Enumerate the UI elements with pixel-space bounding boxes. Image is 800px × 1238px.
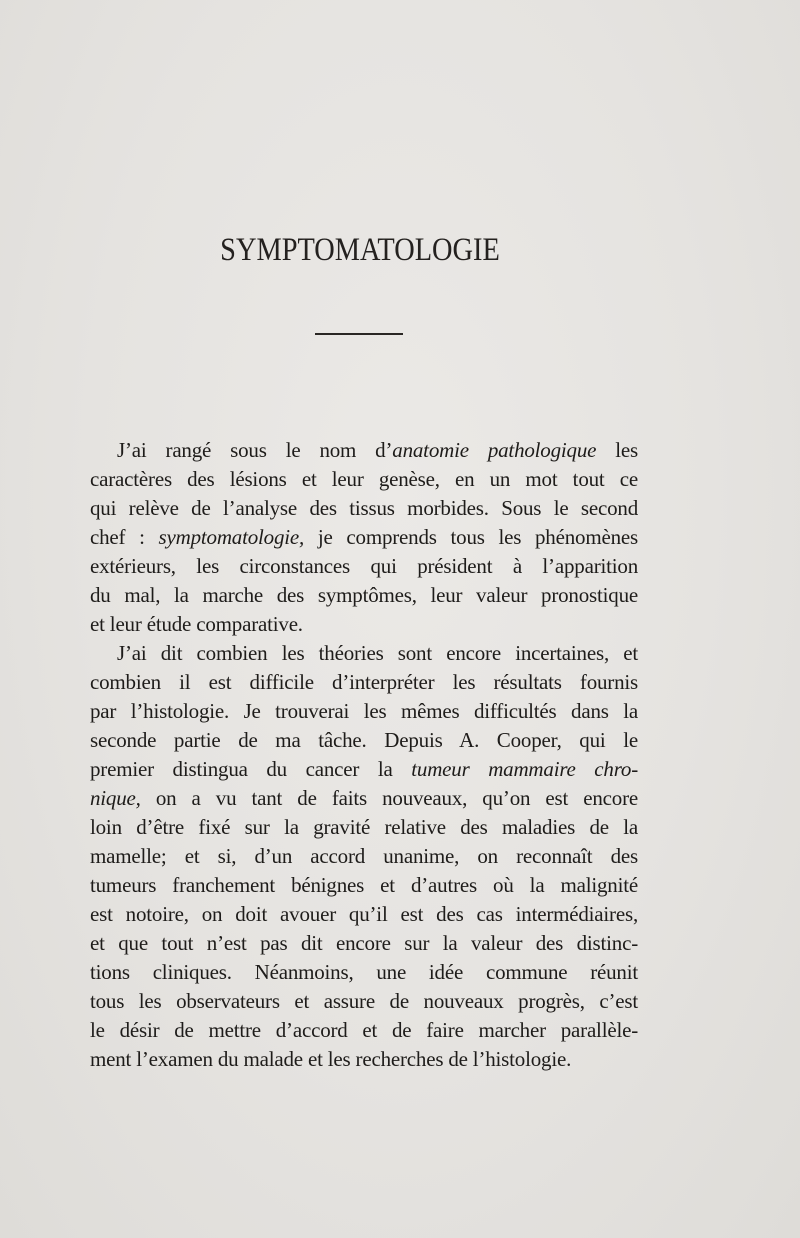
text-line (90, 610, 638, 639)
text-line (90, 755, 638, 784)
text-segment: tous les observateurs et assure de nouveaux progrès, c’est (90, 989, 638, 1013)
text-line (90, 552, 638, 581)
title-divider (315, 333, 403, 335)
text-segment: caractères des lésions et leur genèse, en un mot tout ce (90, 467, 638, 491)
text-segment: est notoire, on doit avouer qu’il est des cas intermédiaires, (90, 902, 638, 926)
text-line (90, 436, 638, 465)
text-segment: par l’histologie. Je trouverai les mêmes difficultés dans la (90, 699, 638, 723)
text-segment: J’ai dit combien les théories sont encore incertaines, et (117, 641, 638, 665)
text-segment: combien il est difficile d’interpréter les résultats fournis (90, 670, 638, 694)
text-line (90, 958, 638, 987)
text-line (90, 784, 638, 813)
text-line (90, 639, 638, 668)
text-line (90, 987, 638, 1016)
italic-text: nique, (90, 786, 141, 810)
text-segment: loin d’être fixé sur la gravité relative des maladies de la (90, 815, 638, 839)
text-line (90, 465, 638, 494)
text-segment: extérieurs, les circonstances qui président à l’apparition (90, 554, 638, 578)
text-segment: et que tout n’est pas dit encore sur la valeur des distinc- (90, 931, 638, 955)
text-segment: chef : (90, 525, 159, 549)
text-line (90, 1045, 638, 1074)
text-line (90, 929, 638, 958)
text-segment: seconde partie de ma tâche. Depuis A. Cooper, qui le (90, 728, 638, 752)
text-segment: les (596, 438, 638, 462)
text-segment: tions cliniques. Néanmoins, une idée commune réunit (90, 960, 638, 984)
text-line (90, 871, 638, 900)
text-segment: tumeurs franchement bénignes et d’autres où la malignité (90, 873, 638, 897)
italic-text: symptomatologie, (158, 525, 305, 549)
text-line (90, 523, 638, 552)
paragraph (90, 639, 638, 1074)
body-text (90, 436, 638, 1074)
text-line (90, 494, 638, 523)
italic-text: anatomie pathologique (392, 438, 597, 462)
chapter-title: SYMPTOMATOLOGIE (220, 232, 500, 268)
text-line (90, 581, 638, 610)
text-line (90, 668, 638, 697)
text-segment: je comprends tous les phénomènes (304, 525, 638, 549)
text-segment: on a vu tant de faits nouveaux, qu’on est encore (140, 786, 638, 810)
text-line (90, 900, 638, 929)
text-segment: du mal, la marche des symptômes, leur valeur pronostique (90, 583, 638, 607)
text-segment: premier distingua du cancer la (90, 757, 412, 781)
text-line (90, 697, 638, 726)
text-segment: ment l’examen du malade et les recherches de l’histologie. (90, 1047, 572, 1071)
text-line (90, 813, 638, 842)
text-segment: J’ai rangé sous le nom d’ (117, 438, 393, 462)
text-line (90, 1016, 638, 1045)
text-line (90, 842, 638, 871)
italic-text: tumeur mammaire chro- (411, 757, 639, 781)
text-segment: qui relève de l’analyse des tissus morbides. Sous le second (90, 496, 638, 520)
text-segment: mamelle; et si, d’un accord unanime, on reconnaît des (90, 844, 638, 868)
text-line (90, 726, 638, 755)
text-segment: et leur étude comparative. (90, 612, 303, 636)
paragraph (90, 436, 638, 639)
text-segment: le désir de mettre d’accord et de faire marcher parallèle- (90, 1018, 638, 1042)
